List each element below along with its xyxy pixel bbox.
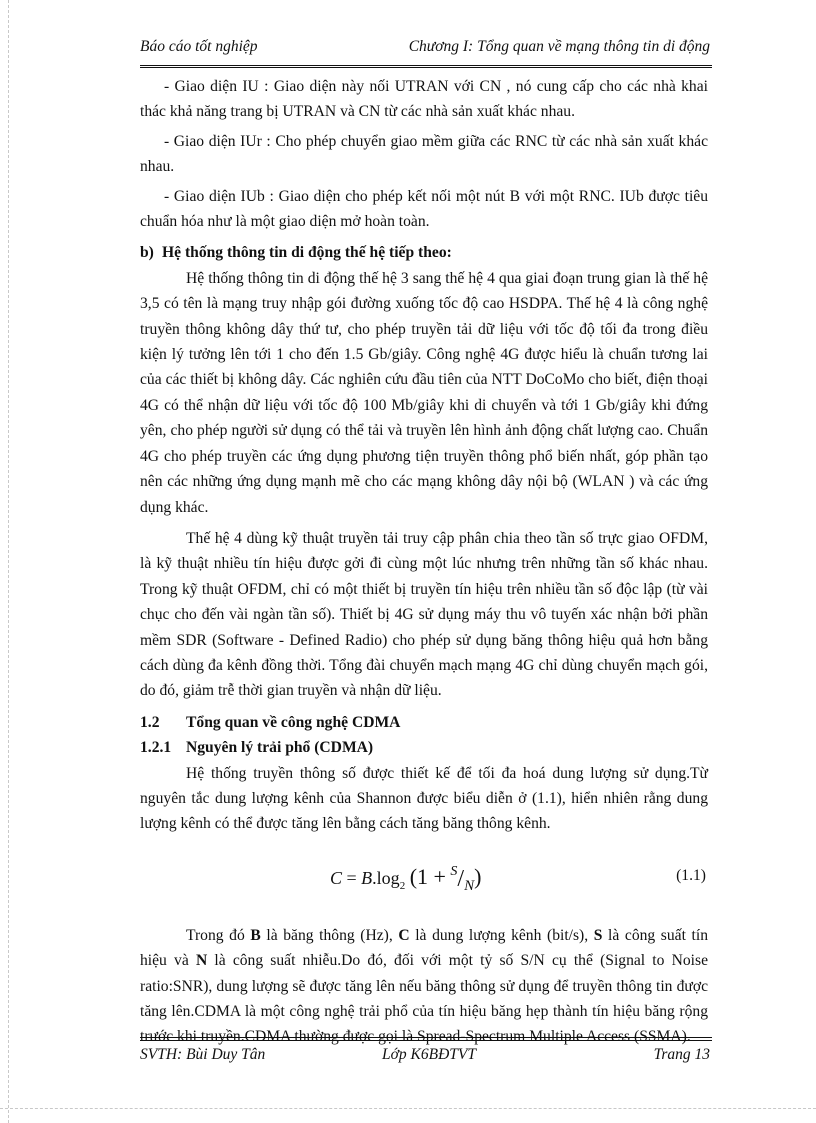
bold-symbol-s: S [593,926,603,944]
formula-open: (1 + [409,863,446,889]
subsection-title: Nguyên lý trải phổ (CDMA) [186,739,374,757]
formula-slash: / [457,865,465,892]
formula-lhs: C [330,867,343,888]
text-run: là công suất nhiễu.Do đó, đối với một tỷ số S/N cụ thể (Signal to Noise ratio:SNR), dung lượng sẽ được tăng lên nếu băng thông sử dụng để truyền thông tin được tăng lên.CDMA là một công nghệ trải phổ của tín hiệu băng hẹp thành tín hiệu băng rộng trước khi truyền.CDMA thường được gọi là Spread-Spectrum Multiple Access (SSMA). [140,952,708,1046]
formula-b: B [361,867,373,888]
text-run: Trong đó [186,926,251,944]
subsection-heading-1-2-1 [140,735,708,760]
footer-student: SVTH: Bùi Duy Tân [140,1046,266,1063]
subheading-label: b) [140,244,154,262]
footer-rule [140,1037,712,1041]
paragraph-cdma-definition [140,923,708,1050]
text-run: là dung lượng kênh (bit/s), [409,926,594,944]
bold-symbol-b: B [250,926,261,944]
subsection-number: 1.2.1 [140,739,172,757]
formula-log-base: 2 [399,879,406,892]
section-heading-1-2 [140,710,708,735]
paragraph-iur-interface: - Giao diện IUr : Cho phép chuyển giao mềm giữa các RNC từ các nhà sản xuất khác nhau. [140,132,708,176]
paragraph-iub-interface: - Giao diện IUb : Giao diện cho phép kết nối một nút B với một RNC. IUb được tiêu chuẩn hóa như là một giao diện mở hoàn toàn. [140,187,708,231]
footer-page-number: Trang 13 [653,1046,710,1063]
formula-denominator: N [464,877,475,894]
formula-log: .log [372,867,400,888]
formula-equals: = [346,867,357,888]
text-run: là công suất tín hiệu và [140,926,708,970]
formula-close: ) [474,863,482,889]
page-margin-guide-left [8,0,9,1123]
paragraph-4g-ofdm: Thế hệ 4 dùng kỹ thuật truyền tải truy cập phân chia theo tần số trực giao OFDM, là kỹ thuật nhiều tín hiệu được gởi đi cùng một lúc nhưng trên những tần số khác nhau. Trong kỹ thuật OFDM, chỉ có một thiết bị truyền tín hiệu trên nhiều tần số độc lập (từ vài chục cho đến vài ngàn tần số). Thiết bị 4G sử dụng máy thu vô tuyến xác nhận bởi phần mềm SDR (Software - Defined Radio) cho phép sử dụng băng thông hiệu quả hơn bằng cách dùng đa kênh đồng thời. Tổng đài chuyển mạch mạng 4G chỉ dùng chuyển mạch gói, do đó, giảm trễ thời gian truyền và nhận dữ liệu. [140,529,708,700]
header-rule [140,65,712,68]
header-right-text: Chương I: Tổng quan về mạng thông tin di động [408,38,710,55]
bold-symbol-c: C [398,926,410,944]
page-body [140,74,708,1050]
paragraph-4g-overview: Hệ thống thông tin di động thế hệ 3 sang thế hệ 4 qua giai đoạn trung gian là thế hệ 3,5 có tên là mạng truy nhập gói đường xuống tốc độ cao HSDPA. Thế hệ 4 là công nghệ truyền thông không dây thứ tư, cho phép truyền tải dữ liệu với tốc độ tối đa trong điều kiện lý tưởng lên tới 1 cho đến 1.5 Gb/giây. Công nghệ 4G được hiểu là chuẩn tương lai của các thiết bị không dây. Các nghiên cứu đầu tiên của NTT DoCoMo cho biết, điện thoại 4G có thể nhận dữ liệu với tốc độ 100 Mb/giây khi di chuyển và tới 1 Gb/giây khi đứng yên, cho phép người sử dụng có thể tải và truyền lên hình ảnh động chất lượng cao. Chuẩn 4G cho phép truyền các ứng dụng phương tiện truyền thông phổ biến nhất, góp phần tạo nên các những ứng dụng mạnh mẽ cho các mạng không dây nội bộ (WLAN ) và các ứng dụng khác. [140,269,708,516]
paragraph-iu-interface: - Giao diện IU : Giao diện này nối UTRAN với CN , nó cung cấp cho các nhà khai thác khả năng trang bị UTRAN và CN từ các nhà sản xuất khác nhau. [140,78,708,121]
section-title: Tổng quan về công nghệ CDMA [186,713,401,731]
text-run: là băng thông (Hz), [260,926,399,944]
section-number: 1.2 [140,713,160,731]
subheading-text: Hệ thống thông tin di động thế hệ tiếp theo: [162,244,452,262]
equation-number: (1.1) [676,866,706,884]
paragraph-shannon: Hệ thống truyền thông số được thiết kế để tối đa hoá dung lượng sử dụng.Từ nguyên tắc dung lượng kênh của Shannon được biểu diễn ở (1.1), hiển nhiên rằng dung lượng kênh có thể được tăng lên bằng cách tăng băng thông kênh. [140,764,708,833]
page-footer [140,1046,710,1068]
formula-expression [330,859,481,899]
page-margin-guide-bottom [0,1108,816,1109]
header-left-text: Báo cáo tốt nghiệp [140,38,258,55]
shannon-formula [140,847,708,917]
formula-numerator: S [450,863,458,879]
bold-symbol-n: N [195,952,208,970]
page-header [140,38,710,64]
footer-class: Lớp K6BĐTVT [382,1046,476,1063]
subheading-next-generation [140,240,708,265]
